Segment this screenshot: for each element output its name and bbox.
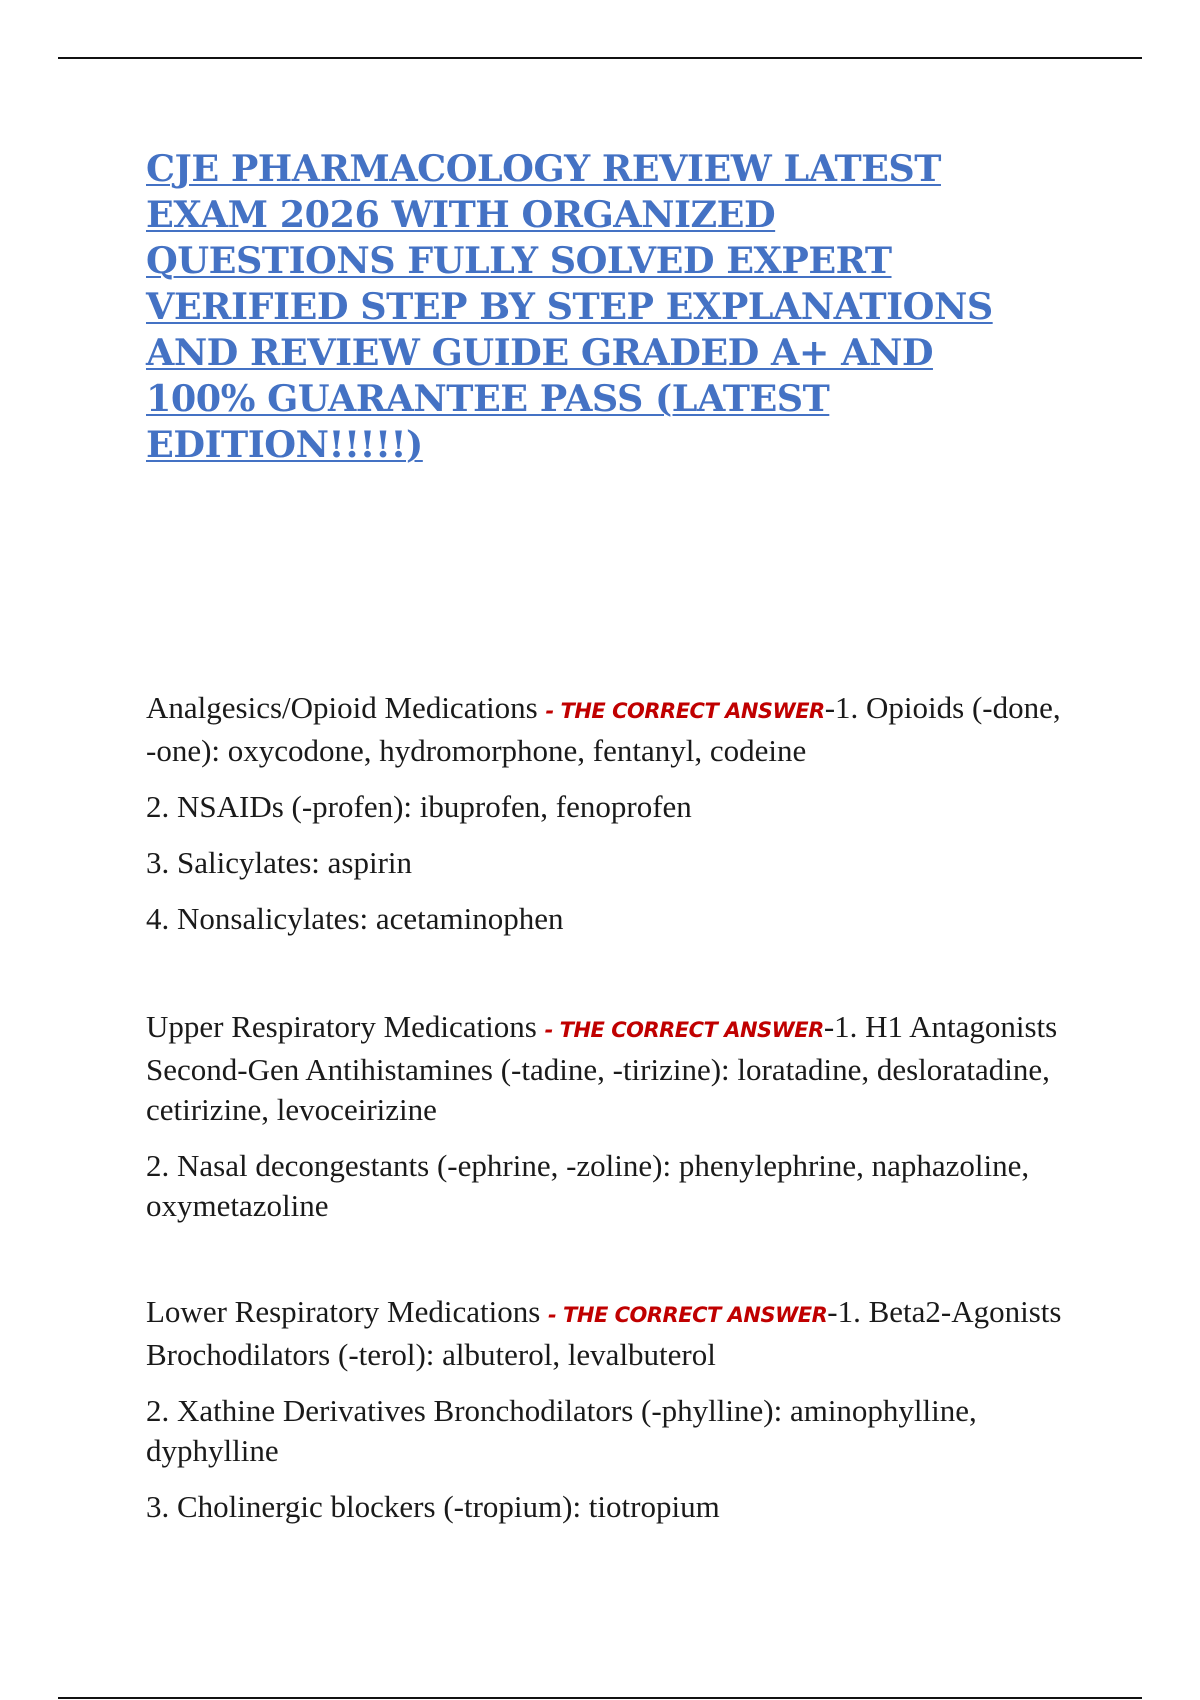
footer-rule: [58, 1697, 1142, 1699]
answer-item: 3. Cholinergic blockers (-tropium): tiotropium: [146, 1489, 720, 1524]
answer-item: 4. Nonsalicylates: acetaminophen: [146, 901, 564, 936]
answer-text: -1. Opioids (-done, -one): oxycodone, hydromorphone, fentanyl, codeine: [146, 690, 1061, 768]
answer-item: 3. Salicylates: aspirin: [146, 845, 413, 880]
correct-answer-marker: - THE CORRECT ANSWER: [545, 699, 825, 723]
document-title: CJE PHARMACOLOGY REVIEW LATEST EXAM 2026 WITH ORGANIZED QUESTIONS FULLY SOLVED EXPERT VERIFIED STEP BY STEP EXPLANATIONS AND REVIEW GUIDE GRADED A+ AND 100% GUARANTEE PASS (LATEST EDITION!!!!!): [146, 147, 993, 466]
answer-item: 2. Xathine Derivatives Bronchodilators (-phylline): aminophylline, dyphylline: [146, 1393, 977, 1468]
correct-answer-marker: - THE CORRECT ANSWER: [548, 1303, 828, 1327]
qa-section-analgesics: [146, 688, 1076, 955]
correct-answer-marker: - THE CORRECT ANSWER: [544, 1018, 824, 1042]
answer-item: 2. NSAIDs (-profen): ibuprofen, fenoprofen: [146, 789, 692, 824]
question-text: Upper Respiratory Medications: [146, 1009, 545, 1044]
qa-section-lower-respiratory: [146, 1292, 1076, 1543]
header-rule: [58, 57, 1142, 59]
answer-text: -1. H1 Antagonists Second-Gen Antihistamines (-tadine, -tirizine): loratadine, desloratadine, cetirizine, levoceirizine: [146, 1009, 1058, 1127]
answer-text: -1. Beta2-Agonists Brochodilators (-terol): albuterol, levalbuterol: [146, 1294, 1062, 1372]
qa-section-upper-respiratory: [146, 1007, 1076, 1242]
answer-item: 2. Nasal decongestants (-ephrine, -zoline): phenylephrine, naphazoline, oxymetazoline: [146, 1148, 1030, 1223]
qa-question-line: [146, 688, 1076, 771]
qa-question-line: [146, 1007, 1076, 1130]
question-text: Lower Respiratory Medications: [146, 1294, 549, 1329]
qa-question-line: [146, 1292, 1076, 1375]
question-text: Analgesics/Opioid Medications: [146, 690, 546, 725]
